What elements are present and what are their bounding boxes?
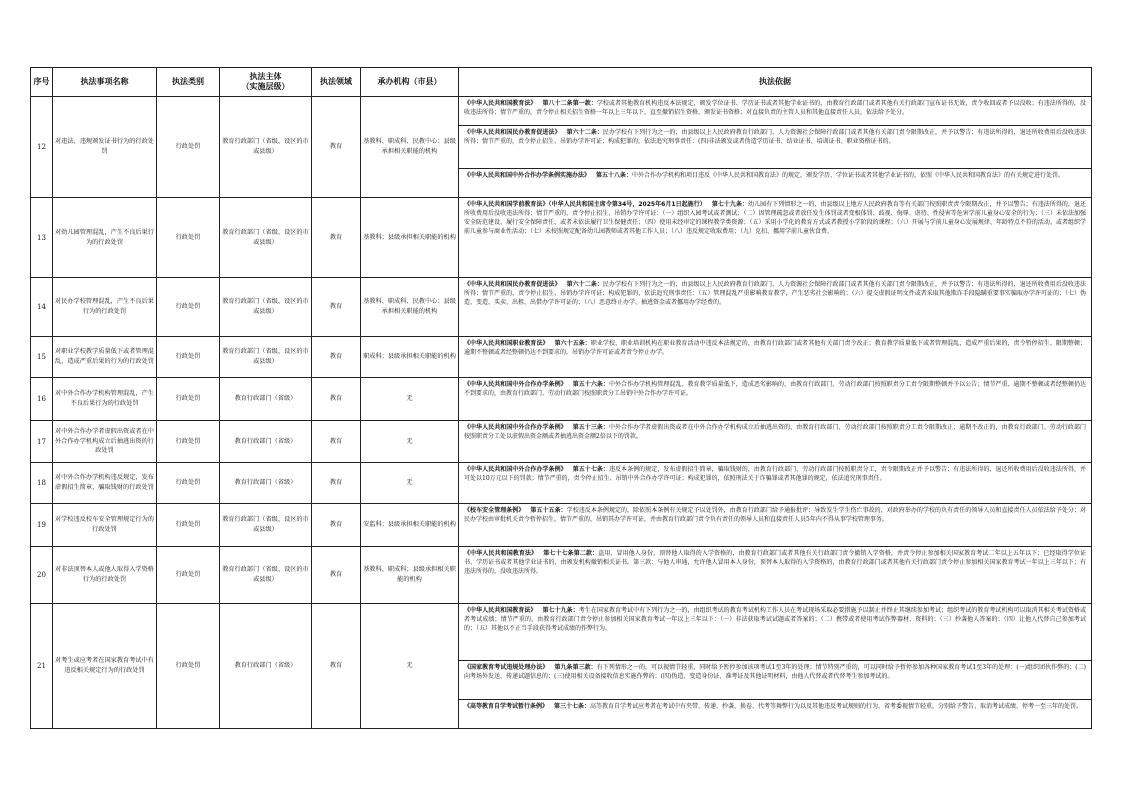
article-number: 第五十八条： (596, 172, 633, 179)
law-title: 《高等教育自学考试暂行条例》 (464, 703, 549, 710)
item-name: 对非法顶替本人或他人取得入学资格行为的行政处罚 (53, 547, 157, 604)
header-agency: 承办机构（市县） (361, 68, 459, 97)
enforcement-field: 教育 (312, 278, 361, 337)
handling-agency: 无 (361, 604, 459, 729)
law-title: 《中华人民共和国民办教育促进法》 (464, 281, 561, 288)
enforcement-field: 教育 (312, 198, 361, 278)
enforcement-category: 行政处罚 (157, 421, 220, 463)
enforcement-category: 行政处罚 (157, 278, 220, 337)
article-number: 第六十二条： (566, 281, 603, 288)
header-category: 执法类别 (157, 68, 220, 97)
law-title: 《中华人民共和国学前教育法》（中华人民共和国主席令第34号，2025年6月1日起施行） (464, 201, 706, 208)
item-name: 对民办学校管理混乱，产生不良后果行为的行政处罚 (53, 278, 157, 337)
handling-agency: 基教科；县级承担相关职能的机构 (361, 198, 459, 278)
table-row (31, 198, 1092, 278)
law-title: 《中华人民共和国中外合作办学条例实施办法》 (464, 172, 591, 179)
enforcement-field: 教育 (312, 97, 361, 198)
handling-agency: 安监科；县级承担相关职能的机构 (361, 504, 459, 547)
legal-basis-cell (459, 378, 1092, 421)
legal-basis-paragraph (459, 660, 1091, 699)
legal-basis-paragraph (459, 699, 1091, 728)
handling-agency: 无 (361, 421, 459, 463)
handling-agency: 基教科、职成科；县级承担相关职能的机构 (361, 547, 459, 604)
enforcement-category: 行政处罚 (157, 547, 220, 604)
article-number: 第九条第三款： (554, 664, 597, 671)
article-number: 第五十五条： (530, 507, 567, 514)
handling-agency: 基教科、职成科、民教中心；县级承担相关职能的机构 (361, 278, 459, 337)
enforcement-subject: 教育行政部门（省级） (220, 421, 312, 463)
law-title: 《中华人民共和国教育法》 (464, 550, 538, 557)
article-number: 第五十三条： (572, 424, 609, 431)
enforcement-subject: 教育行政部门（省级、设区的市或县级） (220, 278, 312, 337)
legal-basis-cell (459, 504, 1092, 547)
table-row (31, 337, 1092, 378)
table-row (31, 604, 1092, 729)
article-number: 第五十七条： (572, 466, 609, 473)
article-text: 民办学校有下列行为之一的，由县级以上人民政府教育行政部门、人力资源社会保障行政部门或者其他有关部门责令限期改正，并予以警告；有违法所得的，退还所收费用后没收违法所得；情节严重的，责令停止招生、吊销办学许可证；构成犯罪的，依法追究刑事责任：（五）管理混乱严重影响教育教学，产生恶劣社会影响的；（六）提交虚假证明文件或者采取其他欺诈手段隐瞒重要事实骗取办学许可证的；（七）伪造、变造、买卖、出租、出借办学许可证的；（八）恶意终止办学、抽逃资金或者挪用办学经费的。 (464, 281, 1086, 306)
article-text: 考生在国家教育考试中有下列行为之一的，由组织考试的教育考试机构工作人员在考试现场采取必要措施予以制止并终止其继续参加考试；组织考试的教育考试机构可以取消其相关考试资格或者考试成绩；情节严重的，由教育行政部门责令停止参加相关国家教育考试一年以上三年以下：（一）非法获取考试试题或者答案的；（二）携带或者使用考试作弊器材、资料的；（三）抄袭他人答案的；（四）让他人代替自己参加考试的；（五）其他以不正当手段获得考试成绩的作弊行为。 (464, 607, 1086, 632)
article-text: 中外合作办学机构管理混乱、教育教学质量低下，造成恶劣影响的，由教育行政部门、劳动行政部门按照职责分工责令限期整顿并予以公告；情节严重、逾期不整顿或者经整顿仍达不到要求的，由教育行政部门、劳动行政部门按照职责分工吊销中外合作办学许可证。 (464, 381, 1086, 397)
article-text: 有下列情形之一的，可以视情节轻重，同时给予暂停参加该项考试1至3年的处理；情节特别严重的，可以同时给予暂停参加各种国家教育考试1至3年的处理：(一)组织团伙作弊的；(二)向考场外发送、传递试题信息的；(三)使用相关设备接收信息实施作弊的；(四)伪造、变造身份证、准考证及其他证明材料，由他人代替或者代替考生参加考试的。 (464, 664, 1086, 680)
header-name: 执法事项名称 (53, 68, 157, 97)
row-number: 17 (31, 421, 53, 463)
enforcement-field: 教育 (312, 504, 361, 547)
law-title: 《中华人民共和国教育法》 (464, 100, 537, 107)
enforcement-category: 行政处罚 (157, 604, 220, 729)
law-title: 《中华人民共和国职业教育法》 (464, 340, 549, 347)
article-text: 中外合作办学者虚假出资或者在中外合作办学机构成立后抽逃出资的，由教育行政部门、劳动行政部门按照职责分工责令限期改正；逾期不改正的，由教育行政部门、劳动行政部门按照职责分工处以虚假出资金额或者抽逃出资金额2倍以下的罚款。 (464, 424, 1086, 440)
legal-basis-paragraph (459, 278, 1091, 336)
enforcement-subject: 教育行政部门（省级、设区的市或县级） (220, 198, 312, 278)
enforcement-field: 教育 (312, 337, 361, 378)
row-number: 19 (31, 504, 53, 547)
item-name: 对中外合作办学机构管理混乱，产生不良后果行为的行政处罚 (53, 378, 157, 421)
enforcement-subject: 教育行政部门（省级、设区的市或县级） (220, 504, 312, 547)
legal-basis-cell (459, 198, 1092, 278)
legal-basis-paragraph (459, 97, 1091, 125)
header-subject (220, 68, 312, 97)
legal-basis-paragraph (459, 504, 1091, 546)
enforcement-subject: 教育行政部门（省级、设区的市或县级） (220, 337, 312, 378)
header-subject-main: 执法主体 (249, 72, 282, 82)
legal-basis-paragraph (459, 337, 1091, 377)
legal-basis-cell (459, 463, 1092, 504)
item-name: 对考生或应考者在国家教育考试中有违反相关规定行为的行政处罚 (53, 604, 157, 729)
item-name: 对违法、违规颁发证书行为的行政处罚 (53, 97, 157, 198)
article-number: 第五十六条： (572, 381, 609, 388)
item-name: 对中外合作办学机构违反规定，发布虚假招生简章，骗取钱财的行政处罚 (53, 463, 157, 504)
header-basis: 执法依据 (459, 68, 1092, 97)
item-name: 对学校违反校车安全管理规定行为的行政处罚 (53, 504, 157, 547)
enforcement-category: 行政处罚 (157, 504, 220, 547)
enforcement-subject: 教育行政部门（省级） (220, 463, 312, 504)
enforcement-field: 教育 (312, 421, 361, 463)
article-number: 第三十七条： (554, 703, 591, 710)
article-text: 学校或者其他教育机构违反本法规定，颁发学位证书、学历证书或者其他学业证书的，由教育行政部门或者其他有关行政部门宣布证书无效，责令收回或者予以没收；有违法所得的，没收违法所得；情节严重的，责令停止相关招生资格一年以上三年以下，直至撤销招生资格、颁发证书资格；对直接负责的主管人员和其他直接责任人员，依法给予处分。 (464, 100, 1086, 116)
enforcement-category: 行政处罚 (157, 337, 220, 378)
handling-agency: 职成科；县级承担相关职能的机构 (361, 337, 459, 378)
handling-agency: 基教科、职成科、民教中心；县级承担相关职能的机构 (361, 97, 459, 198)
legal-basis-cell (459, 547, 1092, 604)
legal-basis-paragraph (459, 125, 1091, 168)
law-title: 《中华人民共和国中外合作办学条例》 (464, 466, 567, 473)
table-row (31, 278, 1092, 337)
row-number: 12 (31, 97, 53, 198)
legal-basis-cell (459, 97, 1092, 198)
law-title: 《中华人民共和国中外合作办学条例》 (464, 424, 567, 431)
item-name: 对职业学校教学质量低下或者管理混乱，造成严重后果的行为的行政处罚 (53, 337, 157, 378)
table-row (31, 463, 1092, 504)
enforcement-subject: 教育行政部门（省级） (220, 378, 312, 421)
legal-basis-paragraph (459, 463, 1091, 503)
legal-basis-paragraph (459, 378, 1091, 420)
article-number: 第八十二条第一款： (542, 100, 597, 107)
enforcement-category: 行政处罚 (157, 463, 220, 504)
table-row (31, 547, 1092, 604)
enforcement-field: 教育 (312, 463, 361, 504)
table-row (31, 378, 1092, 421)
table-row (31, 421, 1092, 463)
row-number: 13 (31, 198, 53, 278)
article-text: 高等教育自学考试应考者在考试中有夹带、传递、抄袭、换卷、代考等舞弊行为以及其他违反考试规则的行为，省考委视情节轻重，分别给予警告、取消考试成绩、停考一至三年的处罚。 (590, 703, 1083, 710)
article-text: 中外合作办学机构和项目违反《中华人民共和国教育法》的规定，颁发学历、学位证书或者其他学业证书的，依照《中华人民共和国教育法》的有关规定进行处罚。 (632, 172, 1065, 179)
header-no: 序号 (31, 68, 53, 97)
law-title: 《校车安全管理条例》 (464, 507, 525, 514)
article-number: 第七十九条： (542, 607, 579, 614)
legal-basis-paragraph (459, 547, 1091, 603)
article-text: 幼儿园有下列情形之一的，由县级以上地方人民政府教育等有关部门按照职责责令限期改正，并予以警告；有违法所得的，退还所收费用后没收违法所得；情节严重的，责令停止招生、吊销办学许可证：（一）组织入园考试或者测试；（二）因管理疏忽或者放任发生体罚或者变相体罚、歧视、侮辱、虐待、性侵害等危害学前儿童身心安全的行为；（三）未依法加强安全防范建设、履行安全保障责任，或者未依法履行卫生保健责任；（四）使用未经审定的课程教学类资源；（五）采用小学化的教育方式或者教授小学阶段的课程；（六）开展与学前儿童身心发展规律、年龄特点不符的活动，或者组织学前儿童参与商业性活动；（七）未按照规定配备幼儿园教师或者其他工作人员；（八）违反规定收取费用；（九）克扣、挪用学前儿童伙食费。 (464, 201, 1086, 235)
enforcement-field: 教育 (312, 378, 361, 421)
article-number: 第六十五条： (554, 340, 591, 347)
handling-agency: 无 (361, 463, 459, 504)
row-number: 14 (31, 278, 53, 337)
enforcement-subject: 教育行政部门（省级、设区的市或县级） (220, 97, 312, 198)
enforcement-subject: 教育行政部门（省级、设区的市或县级） (220, 547, 312, 604)
enforcement-category: 行政处罚 (157, 378, 220, 421)
legal-basis-cell (459, 278, 1092, 337)
legal-basis-cell (459, 337, 1092, 378)
enforcement-category: 行政处罚 (157, 97, 220, 198)
enforcement-field: 教育 (312, 547, 361, 604)
legal-basis-paragraph (459, 198, 1091, 277)
table-row (31, 97, 1092, 198)
legal-basis-paragraph (459, 604, 1091, 660)
handling-agency: 无 (361, 378, 459, 421)
enforcement-category: 行政处罚 (157, 198, 220, 278)
article-text: 盗用、冒用他人身份，顶替他人取得的入学资格的，由教育行政部门或者其他有关行政部门责令撤销入学资格，并责令停止参加相关国家教育考试二年以上五年以下；已经取得学位证书、学历证书或者其他学业证书的，由颁发机构撤销相关证书。第三款：与他人串通，允许他人冒用本人身份，顶替本人取得的入学资格的，由教育行政部门或者其他有关行政部门责令停止参加相关国家教育考试一年以上三年以下；有违法所得的，没收违法所得。 (464, 550, 1086, 575)
enforcement-subject: 教育行政部门（省级） (220, 604, 312, 729)
article-text: 违反本条例的规定，发布虚假招生简章，骗取钱财的，由教育行政部门、劳动行政部门按照职责分工，责令限期改正并予以警告；有违法所得的，退还所收费用后没收违法所得，并可处以10万元以下的罚款；情节严重的，责令停止招生、吊销中外合作办学许可证；构成犯罪的，依照刑法关于诈骗罪或者其他罪的规定，依法追究刑事责任。 (464, 466, 1086, 482)
legal-basis-paragraph (459, 168, 1091, 197)
header-subject-sub: （实施层级） (241, 82, 290, 91)
article-number: 第六十二条： (566, 129, 603, 136)
enforcement-field: 教育 (312, 604, 361, 729)
enforcement-table (30, 67, 1092, 729)
law-title: 《中华人民共和国教育法》 (464, 607, 537, 614)
law-title: 《中华人民共和国民办教育促进法》 (464, 129, 561, 136)
legal-basis-cell (459, 421, 1092, 463)
row-number: 15 (31, 337, 53, 378)
row-number: 20 (31, 547, 53, 604)
row-number: 21 (31, 604, 53, 729)
law-title: 《国家教育考试违规处理办法》 (464, 664, 549, 671)
item-name: 对幼儿园管理混乱，产生不良后果行为的行政处罚 (53, 198, 157, 278)
row-number: 16 (31, 378, 53, 421)
legal-basis-cell (459, 604, 1092, 729)
article-text: 学校违反本条例规定的，除依照本条例有关规定予以处罚外，由教育行政部门给予通报批评；导致发生学生伤亡事故的，对政府举办的学校的负有责任的领导人员和直接责任人员依法给予处分；对民办学校由审批机关责令暂停招生，情节严重的，吊销其办学许可证，并由教育行政部门责令负有责任的领导人员和直接责任人员5年内不得从事学校管理事务。 (464, 507, 1086, 523)
table-row (31, 504, 1092, 547)
row-number: 18 (31, 463, 53, 504)
article-number: 第七十七条第二款： (543, 550, 599, 557)
header-field: 执法领域 (312, 68, 361, 97)
item-name: 对中外合作办学者虚假出资或者在中外合作办学机构成立后抽逃出资的行政处罚 (53, 421, 157, 463)
law-title: 《中华人民共和国中外合作办学条例》 (464, 381, 567, 388)
article-text: 职业学校、职业培训机构在职业教育活动中违反本法规定的，由教育行政部门或者其他有关部门责令改正；教育教学质量低下或者管理混乱，造成严重后果的，责令暂停招生、限期整顿；逾期不整顿或者经整顿仍达不到要求的，吊销办学许可证或者责令停止办学。 (464, 340, 1086, 356)
table-header-row (31, 68, 1092, 97)
article-number: 第七十九条： (711, 201, 749, 208)
legal-basis-paragraph (459, 421, 1091, 462)
article-text: 民办学校有下列行为之一的，由县级以上人民政府教育行政部门、人力资源社会保障行政部门或者其他有关部门责令限期改正，并予以警告；有违法所得的，退还所收费用后没收违法所得；情节严重的，责令停止招生、吊销办学许可证；构成犯罪的，依法追究刑事责任：(四)非法颁发或者伪造学历证书、结业证书、培训证书、职业资格证书的。 (464, 129, 1086, 145)
